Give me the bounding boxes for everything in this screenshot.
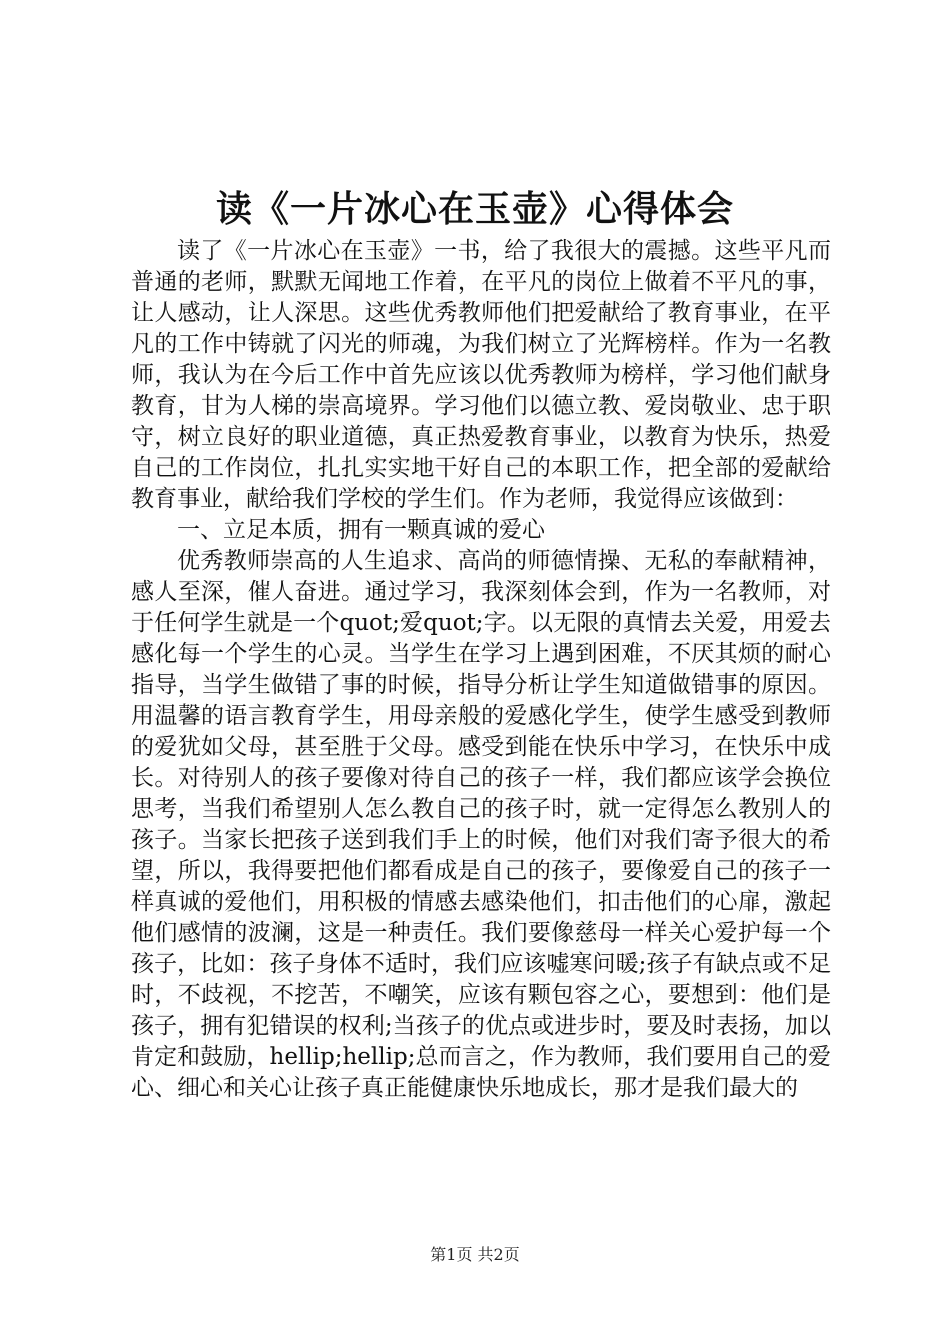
page-footer: 第1页 共2页	[430, 1245, 520, 1264]
document-body	[131, 236, 831, 1104]
document-title: 读《一片冰心在玉壶》心得体会	[215, 188, 734, 230]
paragraph-intro: 读了《一片冰心在玉壶》一书，给了我很大的震撼。这些平凡而普通的老师，默默无闻地工作着，在平凡的岗位上做着不平凡的事，让人感动，让人深思。这些优秀教师他们把爱献给了教育事业，在平凡的工作中铸就了闪光的师魂，为我们树立了光辉榜样。作为一名教师，我认为在今后工作中首先应该以优秀教师为榜样，学习他们献身教育，甘为人梯的崇高境界。学习他们以德立教、爱岗敬业、忠于职守，树立良好的职业道德，真正热爱教育事业，以教育为快乐，热爱自己的工作岗位，扎扎实实地干好自己的本职工作，把全部的爱献给教育事业，献给我们学校的学生们。作为老师，我觉得应该做到：	[131, 238, 831, 512]
section-heading-1: 一、立足本质，拥有一颗真诚的爱心	[177, 517, 545, 543]
paragraph-section-1: 优秀教师崇高的人生追求、高尚的师德情操、无私的奉献精神，感人至深，催人奋进。通过学习，我深刻体会到，作为一名教师，对于任何学生就是一个quot;爱quot;字。以无限的真情去关爱，用爱去感化每一个学生的心灵。当学生在学习上遇到困难，不厌其烦的耐心指导，当学生做错了事的时候，指导分析让学生知道做错事的原因。用温馨的语言教育学生，用母亲般的爱感化学生，使学生感受到教师的爱犹如父母，甚至胜于父母。感受到能在快乐中学习，在快乐中成长。对待别人的孩子要像对待自己的孩子一样，我们都应该学会换位思考，当我们希望别人怎么教自己的孩子时，就一定得怎么教别人的孩子。当家长把孩子送到我们手上的时候，他们对我们寄予很大的希望，所以，我得要把他们都看成是自己的孩子，要像爱自己的孩子一样真诚的爱他们，用积极的情感去感染他们，扣击他们的心扉，激起他们感情的波澜，这是一种责任。我们要像慈母一样关心爱护每一个孩子，比如：孩子身体不适时，我们应该嘘寒问暖;孩子有缺点或不足时，不歧视，不挖苦，不嘲笑，应该有颗包容之心，要想到：他们是孩子，拥有犯错误的权利;当孩子的优点或进步时，要及时表扬，加以肯定和鼓励，hellip;hellip;总而言之，作为教师，我们要用自己的爱心、细心和关心让孩子真正能健康快乐地成长，那才是我们最大的	[131, 548, 831, 1101]
